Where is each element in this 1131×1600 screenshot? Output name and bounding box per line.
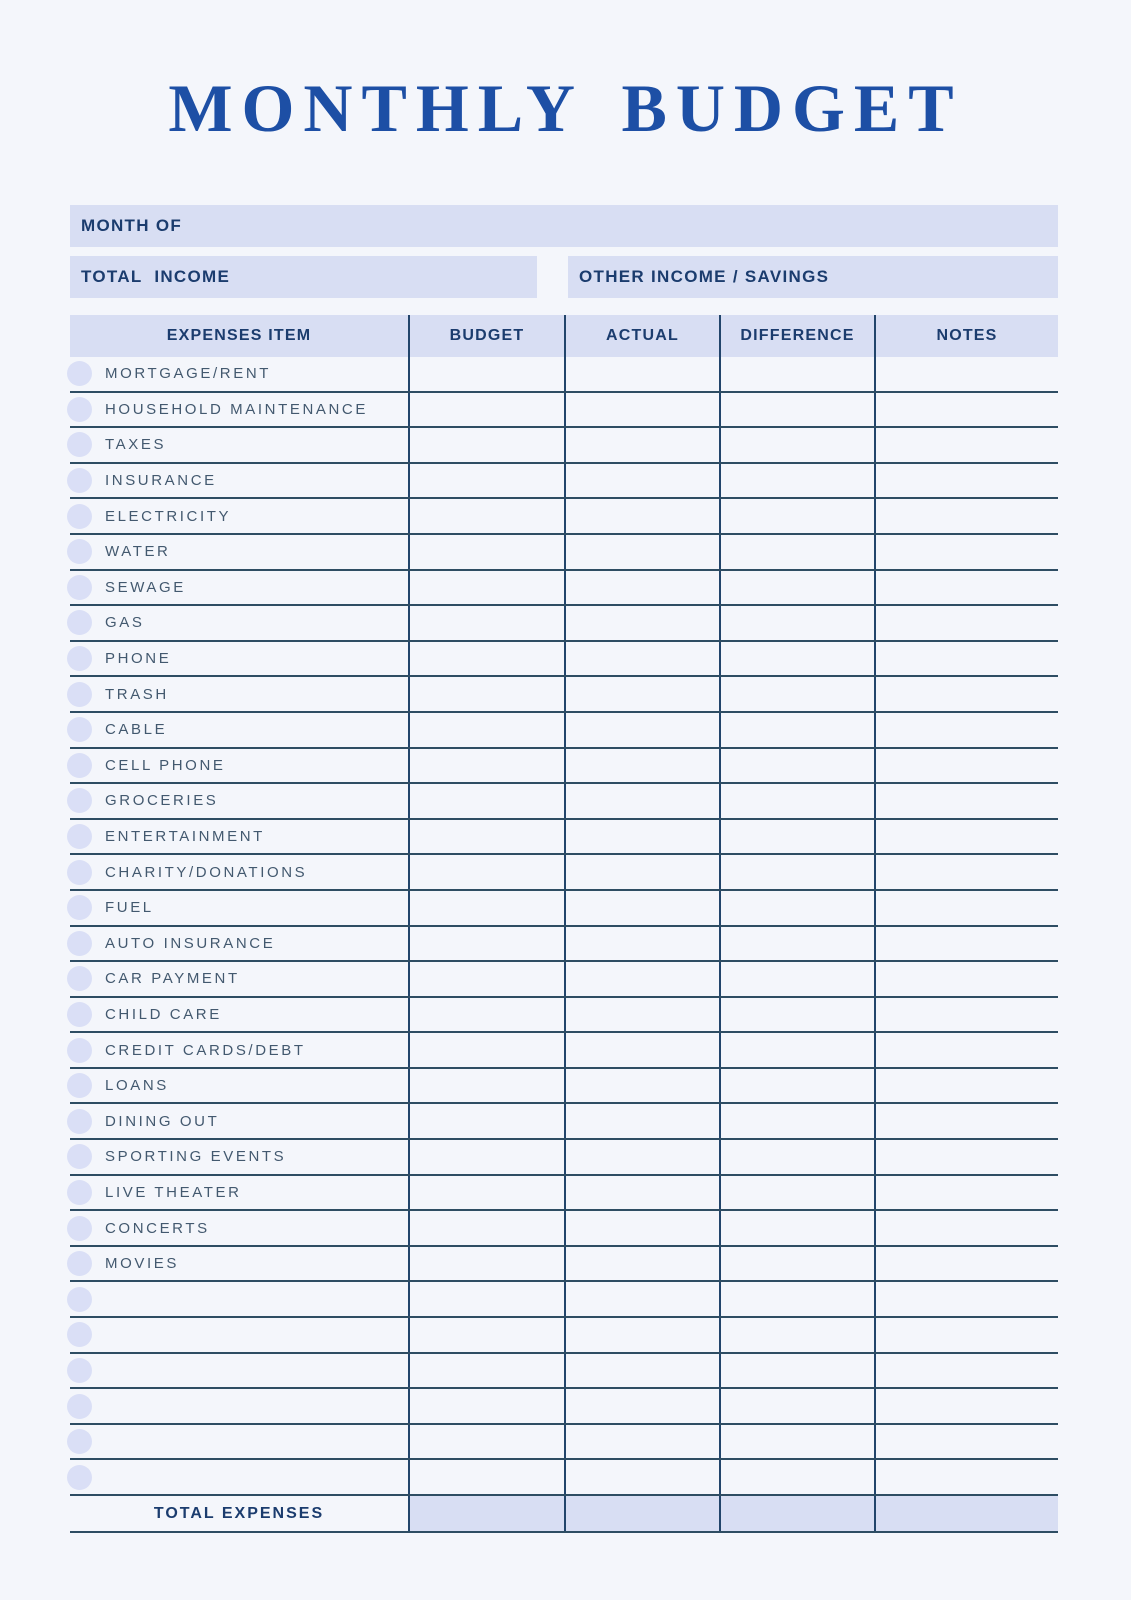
expense-item-cell	[70, 606, 408, 640]
notes-cell[interactable]	[874, 962, 1058, 996]
expense-item-label: LIVE THEATER	[105, 1183, 242, 1201]
other-income-savings-label: OTHER INCOME / SAVINGS	[579, 267, 830, 286]
table-row	[70, 1460, 1058, 1496]
table-row	[70, 499, 1058, 535]
actual-cell[interactable]	[564, 1282, 719, 1316]
expense-item-cell	[70, 1069, 408, 1103]
budget-cell[interactable]	[408, 1247, 564, 1281]
notes-cell[interactable]	[874, 535, 1058, 569]
table-row	[70, 1140, 1058, 1176]
expense-item-label: AUTO INSURANCE	[105, 934, 276, 952]
table-row	[70, 998, 1058, 1034]
budget-cell[interactable]	[408, 357, 564, 391]
budget-cell[interactable]	[408, 1389, 564, 1423]
difference-cell[interactable]	[719, 1282, 874, 1316]
income-bars-row	[70, 256, 1058, 298]
budget-cell[interactable]	[408, 820, 564, 854]
actual-cell[interactable]	[564, 1354, 719, 1388]
budget-cell[interactable]	[408, 1460, 564, 1494]
content-area	[70, 205, 1058, 1533]
bullet-circle-icon	[67, 1109, 92, 1134]
difference-cell[interactable]	[719, 464, 874, 498]
difference-cell[interactable]	[719, 428, 874, 462]
expense-item-cell	[70, 677, 408, 711]
bullet-circle-icon	[67, 468, 92, 493]
expense-item-label: CHILD CARE	[105, 1005, 222, 1023]
notes-cell[interactable]	[874, 393, 1058, 427]
notes-cell[interactable]	[874, 571, 1058, 605]
actual-cell[interactable]	[564, 998, 719, 1032]
budget-cell[interactable]	[408, 891, 564, 925]
expense-item-cell	[70, 962, 408, 996]
difference-cell[interactable]	[719, 998, 874, 1032]
expense-item-cell	[70, 642, 408, 676]
difference-cell[interactable]	[719, 1425, 874, 1459]
difference-cell[interactable]	[719, 642, 874, 676]
difference-cell[interactable]	[719, 820, 874, 854]
expense-item-label: ENTERTAINMENT	[105, 828, 265, 846]
total-income-label: TOTAL INCOME	[81, 267, 231, 286]
bullet-circle-icon	[67, 1216, 92, 1241]
other-income-savings-bar	[568, 256, 1058, 298]
difference-cell[interactable]	[719, 499, 874, 533]
actual-cell[interactable]	[564, 749, 719, 783]
actual-cell[interactable]	[564, 677, 719, 711]
table-row	[70, 962, 1058, 998]
expense-item-label: TAXES	[105, 436, 167, 454]
actual-cell[interactable]	[564, 428, 719, 462]
expense-item-label: LOANS	[105, 1077, 169, 1095]
actual-cell[interactable]	[564, 855, 719, 889]
bullet-circle-icon	[67, 1180, 92, 1205]
bullet-circle-icon	[67, 1394, 92, 1419]
expense-item-cell	[70, 1389, 408, 1423]
difference-cell[interactable]	[719, 1247, 874, 1281]
difference-cell[interactable]	[719, 713, 874, 747]
expense-item-label: MORTGAGE/RENT	[105, 365, 272, 383]
difference-cell[interactable]	[719, 1033, 874, 1067]
expense-item-cell	[70, 1247, 408, 1281]
expense-item-cell	[70, 1104, 408, 1138]
bullet-circle-icon	[67, 682, 92, 707]
difference-cell[interactable]	[719, 1211, 874, 1245]
notes-cell[interactable]	[874, 1425, 1058, 1459]
bullet-circle-icon	[67, 1002, 92, 1027]
difference-cell[interactable]	[719, 855, 874, 889]
notes-cell[interactable]	[874, 357, 1058, 391]
actual-cell[interactable]	[564, 535, 719, 569]
expense-item-label: DINING OUT	[105, 1112, 220, 1130]
expense-item-label: ELECTRICITY	[105, 507, 232, 525]
budget-cell[interactable]	[408, 962, 564, 996]
budget-cell[interactable]	[408, 677, 564, 711]
table-row	[70, 784, 1058, 820]
bullet-circle-icon	[67, 1322, 92, 1347]
budget-cell[interactable]	[408, 1104, 564, 1138]
expense-item-label: PHONE	[105, 650, 172, 668]
month-of-label: MONTH OF	[81, 216, 183, 235]
notes-cell[interactable]	[874, 891, 1058, 925]
expense-item-label: FUEL	[105, 899, 154, 917]
notes-cell[interactable]	[874, 1247, 1058, 1281]
table-row	[70, 535, 1058, 571]
expense-item-cell	[70, 1460, 408, 1494]
budget-cell[interactable]	[408, 393, 564, 427]
difference-cell[interactable]	[719, 784, 874, 818]
actual-cell[interactable]	[564, 1247, 719, 1281]
expense-item-cell	[70, 1282, 408, 1316]
table-row	[70, 1033, 1058, 1069]
notes-cell[interactable]	[874, 499, 1058, 533]
budget-cell[interactable]	[408, 1069, 564, 1103]
expense-item-cell	[70, 820, 408, 854]
expense-item-label: GAS	[105, 614, 145, 632]
actual-cell[interactable]	[564, 642, 719, 676]
difference-cell[interactable]	[719, 571, 874, 605]
budget-cell[interactable]	[408, 998, 564, 1032]
difference-cell[interactable]	[719, 606, 874, 640]
difference-cell[interactable]	[719, 962, 874, 996]
total-budget-cell[interactable]	[408, 1496, 564, 1531]
notes-cell[interactable]	[874, 713, 1058, 747]
table-row	[70, 428, 1058, 464]
month-of-input[interactable]	[182, 205, 1058, 247]
expense-item-label: TRASH	[105, 685, 169, 703]
expense-item-cell	[70, 784, 408, 818]
bullet-circle-icon	[67, 966, 92, 991]
difference-cell[interactable]	[719, 1176, 874, 1210]
expense-item-label: INSURANCE	[105, 472, 217, 490]
budget-cell[interactable]	[408, 927, 564, 961]
notes-cell[interactable]	[874, 1140, 1058, 1174]
difference-cell[interactable]	[719, 1354, 874, 1388]
bullet-circle-icon	[67, 397, 92, 422]
expenses-table	[70, 315, 1058, 1533]
actual-cell[interactable]	[564, 1069, 719, 1103]
difference-cell[interactable]	[719, 393, 874, 427]
budget-cell[interactable]	[408, 1318, 564, 1352]
expense-item-cell	[70, 499, 408, 533]
notes-cell[interactable]	[874, 1104, 1058, 1138]
budget-cell[interactable]	[408, 1211, 564, 1245]
month-of-bar	[70, 205, 1058, 247]
table-row	[70, 1069, 1058, 1105]
bullet-circle-icon	[67, 504, 92, 529]
notes-cell[interactable]	[874, 1033, 1058, 1067]
header-difference: DIFFERENCE	[719, 315, 874, 357]
expense-item-label: CAR PAYMENT	[105, 970, 240, 988]
table-row	[70, 713, 1058, 749]
table-row	[70, 393, 1058, 429]
notes-cell[interactable]	[874, 642, 1058, 676]
bullet-circle-icon	[67, 361, 92, 386]
table-row	[70, 642, 1058, 678]
difference-cell[interactable]	[719, 1460, 874, 1494]
bullet-circle-icon	[67, 860, 92, 885]
other-income-savings-input[interactable]	[829, 256, 1058, 298]
expense-item-cell	[70, 535, 408, 569]
notes-cell[interactable]	[874, 1318, 1058, 1352]
actual-cell[interactable]	[564, 713, 719, 747]
notes-cell[interactable]	[874, 1460, 1058, 1494]
actual-cell[interactable]	[564, 1140, 719, 1174]
actual-cell[interactable]	[564, 1176, 719, 1210]
expense-item-label: CREDIT CARDS/DEBT	[105, 1041, 306, 1059]
notes-cell[interactable]	[874, 1069, 1058, 1103]
actual-cell[interactable]	[564, 571, 719, 605]
table-row	[70, 1389, 1058, 1425]
table-row	[70, 1211, 1058, 1247]
actual-cell[interactable]	[564, 1318, 719, 1352]
table-row	[70, 1318, 1058, 1354]
table-row	[70, 606, 1058, 642]
actual-cell[interactable]	[564, 1104, 719, 1138]
expense-item-cell	[70, 855, 408, 889]
header-actual: ACTUAL	[564, 315, 719, 357]
budget-cell[interactable]	[408, 1176, 564, 1210]
expense-item-label: CHARITY/DONATIONS	[105, 863, 308, 881]
expense-item-cell	[70, 1033, 408, 1067]
actual-cell[interactable]	[564, 606, 719, 640]
table-row	[70, 1104, 1058, 1140]
expense-item-cell	[70, 749, 408, 783]
expense-item-label: SEWAGE	[105, 578, 186, 596]
expense-item-cell	[70, 464, 408, 498]
bullet-circle-icon	[67, 1429, 92, 1454]
expense-item-cell	[70, 1140, 408, 1174]
notes-cell[interactable]	[874, 606, 1058, 640]
actual-cell[interactable]	[564, 1211, 719, 1245]
table-row	[70, 1176, 1058, 1212]
bullet-circle-icon	[67, 1358, 92, 1383]
budget-cell[interactable]	[408, 499, 564, 533]
notes-cell[interactable]	[874, 927, 1058, 961]
table-row	[70, 677, 1058, 713]
total-difference-cell[interactable]	[719, 1496, 874, 1531]
budget-cell[interactable]	[408, 749, 564, 783]
budget-cell[interactable]	[408, 535, 564, 569]
budget-cell[interactable]	[408, 1282, 564, 1316]
bullet-circle-icon	[67, 610, 92, 635]
bullet-circle-icon	[67, 717, 92, 742]
actual-cell[interactable]	[564, 464, 719, 498]
difference-cell[interactable]	[719, 1140, 874, 1174]
difference-cell[interactable]	[719, 357, 874, 391]
budget-cell[interactable]	[408, 713, 564, 747]
expense-item-cell	[70, 713, 408, 747]
actual-cell[interactable]	[564, 1389, 719, 1423]
expense-item-cell	[70, 1354, 408, 1388]
table-row	[70, 1425, 1058, 1461]
expense-item-cell	[70, 571, 408, 605]
expense-item-label: GROCERIES	[105, 792, 219, 810]
notes-cell[interactable]	[874, 464, 1058, 498]
actual-cell[interactable]	[564, 357, 719, 391]
table-row	[70, 571, 1058, 607]
expense-item-cell	[70, 428, 408, 462]
notes-cell[interactable]	[874, 1211, 1058, 1245]
budget-cell[interactable]	[408, 571, 564, 605]
expense-item-label: CELL PHONE	[105, 756, 226, 774]
table-row	[70, 749, 1058, 785]
header-expenses-item: EXPENSES ITEM	[166, 327, 312, 344]
bullet-circle-icon	[67, 931, 92, 956]
expense-item-cell	[70, 393, 408, 427]
bullet-circle-icon	[67, 788, 92, 813]
header-notes: NOTES	[874, 315, 1058, 357]
actual-cell[interactable]	[564, 820, 719, 854]
total-income-bar	[70, 256, 537, 298]
table-body	[70, 357, 1058, 1496]
table-row	[70, 820, 1058, 856]
notes-cell[interactable]	[874, 998, 1058, 1032]
actual-cell[interactable]	[564, 891, 719, 925]
difference-cell[interactable]	[719, 677, 874, 711]
bullet-circle-icon	[67, 1465, 92, 1490]
notes-cell[interactable]	[874, 1354, 1058, 1388]
bullet-circle-icon	[67, 432, 92, 457]
actual-cell[interactable]	[564, 1460, 719, 1494]
header-budget: BUDGET	[408, 315, 564, 357]
total-expenses-label: TOTAL EXPENSES	[153, 1504, 325, 1522]
expense-item-cell	[70, 1425, 408, 1459]
page-title: MONTHLY BUDGET	[168, 70, 963, 146]
budget-cell[interactable]	[408, 1033, 564, 1067]
difference-cell[interactable]	[719, 891, 874, 925]
actual-cell[interactable]	[564, 499, 719, 533]
title-section	[0, 0, 1131, 146]
notes-cell[interactable]	[874, 1282, 1058, 1316]
expense-item-label: CONCERTS	[105, 1219, 210, 1237]
table-footer-row	[70, 1496, 1058, 1533]
bullet-circle-icon	[67, 575, 92, 600]
notes-cell[interactable]	[874, 855, 1058, 889]
total-notes-cell[interactable]	[874, 1496, 1058, 1531]
actual-cell[interactable]	[564, 1033, 719, 1067]
expense-item-cell	[70, 1211, 408, 1245]
expense-item-label: CABLE	[105, 721, 168, 739]
budget-cell[interactable]	[408, 464, 564, 498]
budget-cell[interactable]	[408, 1140, 564, 1174]
notes-cell[interactable]	[874, 1389, 1058, 1423]
budget-cell[interactable]	[408, 784, 564, 818]
expense-item-cell	[70, 927, 408, 961]
expense-item-cell	[70, 891, 408, 925]
expense-item-label: HOUSEHOLD MAINTENANCE	[105, 400, 368, 418]
bullet-circle-icon	[67, 1038, 92, 1063]
budget-cell[interactable]	[408, 1425, 564, 1459]
expense-item-cell	[70, 998, 408, 1032]
table-row	[70, 464, 1058, 500]
difference-cell[interactable]	[719, 1069, 874, 1103]
table-row	[70, 891, 1058, 927]
expense-item-label: WATER	[105, 543, 171, 561]
notes-cell[interactable]	[874, 428, 1058, 462]
table-row	[70, 1354, 1058, 1390]
actual-cell[interactable]	[564, 962, 719, 996]
actual-cell[interactable]	[564, 1425, 719, 1459]
notes-cell[interactable]	[874, 784, 1058, 818]
bullet-circle-icon	[67, 1144, 92, 1169]
actual-cell[interactable]	[564, 927, 719, 961]
total-actual-cell[interactable]	[564, 1496, 719, 1531]
difference-cell[interactable]	[719, 1318, 874, 1352]
budget-cell[interactable]	[408, 1354, 564, 1388]
budget-cell[interactable]	[408, 642, 564, 676]
expense-item-cell	[70, 1176, 408, 1210]
bullet-circle-icon	[67, 539, 92, 564]
table-row	[70, 1282, 1058, 1318]
actual-cell[interactable]	[564, 784, 719, 818]
notes-cell[interactable]	[874, 1176, 1058, 1210]
expense-item-cell	[70, 1318, 408, 1352]
notes-cell[interactable]	[874, 820, 1058, 854]
bullet-circle-icon	[67, 895, 92, 920]
budget-cell[interactable]	[408, 428, 564, 462]
actual-cell[interactable]	[564, 393, 719, 427]
bullet-circle-icon	[67, 646, 92, 671]
notes-cell[interactable]	[874, 749, 1058, 783]
table-row	[70, 1247, 1058, 1283]
bullet-circle-icon	[67, 1073, 92, 1098]
difference-cell[interactable]	[719, 927, 874, 961]
bullet-circle-icon	[67, 1251, 92, 1276]
difference-cell[interactable]	[719, 535, 874, 569]
expense-item-cell	[70, 357, 408, 391]
bullet-circle-icon	[67, 753, 92, 778]
bullet-circle-icon	[67, 1287, 92, 1312]
table-row	[70, 927, 1058, 963]
budget-cell[interactable]	[408, 606, 564, 640]
bullet-circle-icon	[67, 824, 92, 849]
expense-item-label: MOVIES	[105, 1255, 179, 1273]
difference-cell[interactable]	[719, 1389, 874, 1423]
total-income-input[interactable]	[230, 256, 537, 298]
table-row	[70, 357, 1058, 393]
difference-cell[interactable]	[719, 749, 874, 783]
notes-cell[interactable]	[874, 677, 1058, 711]
difference-cell[interactable]	[719, 1104, 874, 1138]
table-row	[70, 855, 1058, 891]
expense-item-label: SPORTING EVENTS	[105, 1148, 287, 1166]
table-header-row	[70, 315, 1058, 357]
budget-cell[interactable]	[408, 855, 564, 889]
